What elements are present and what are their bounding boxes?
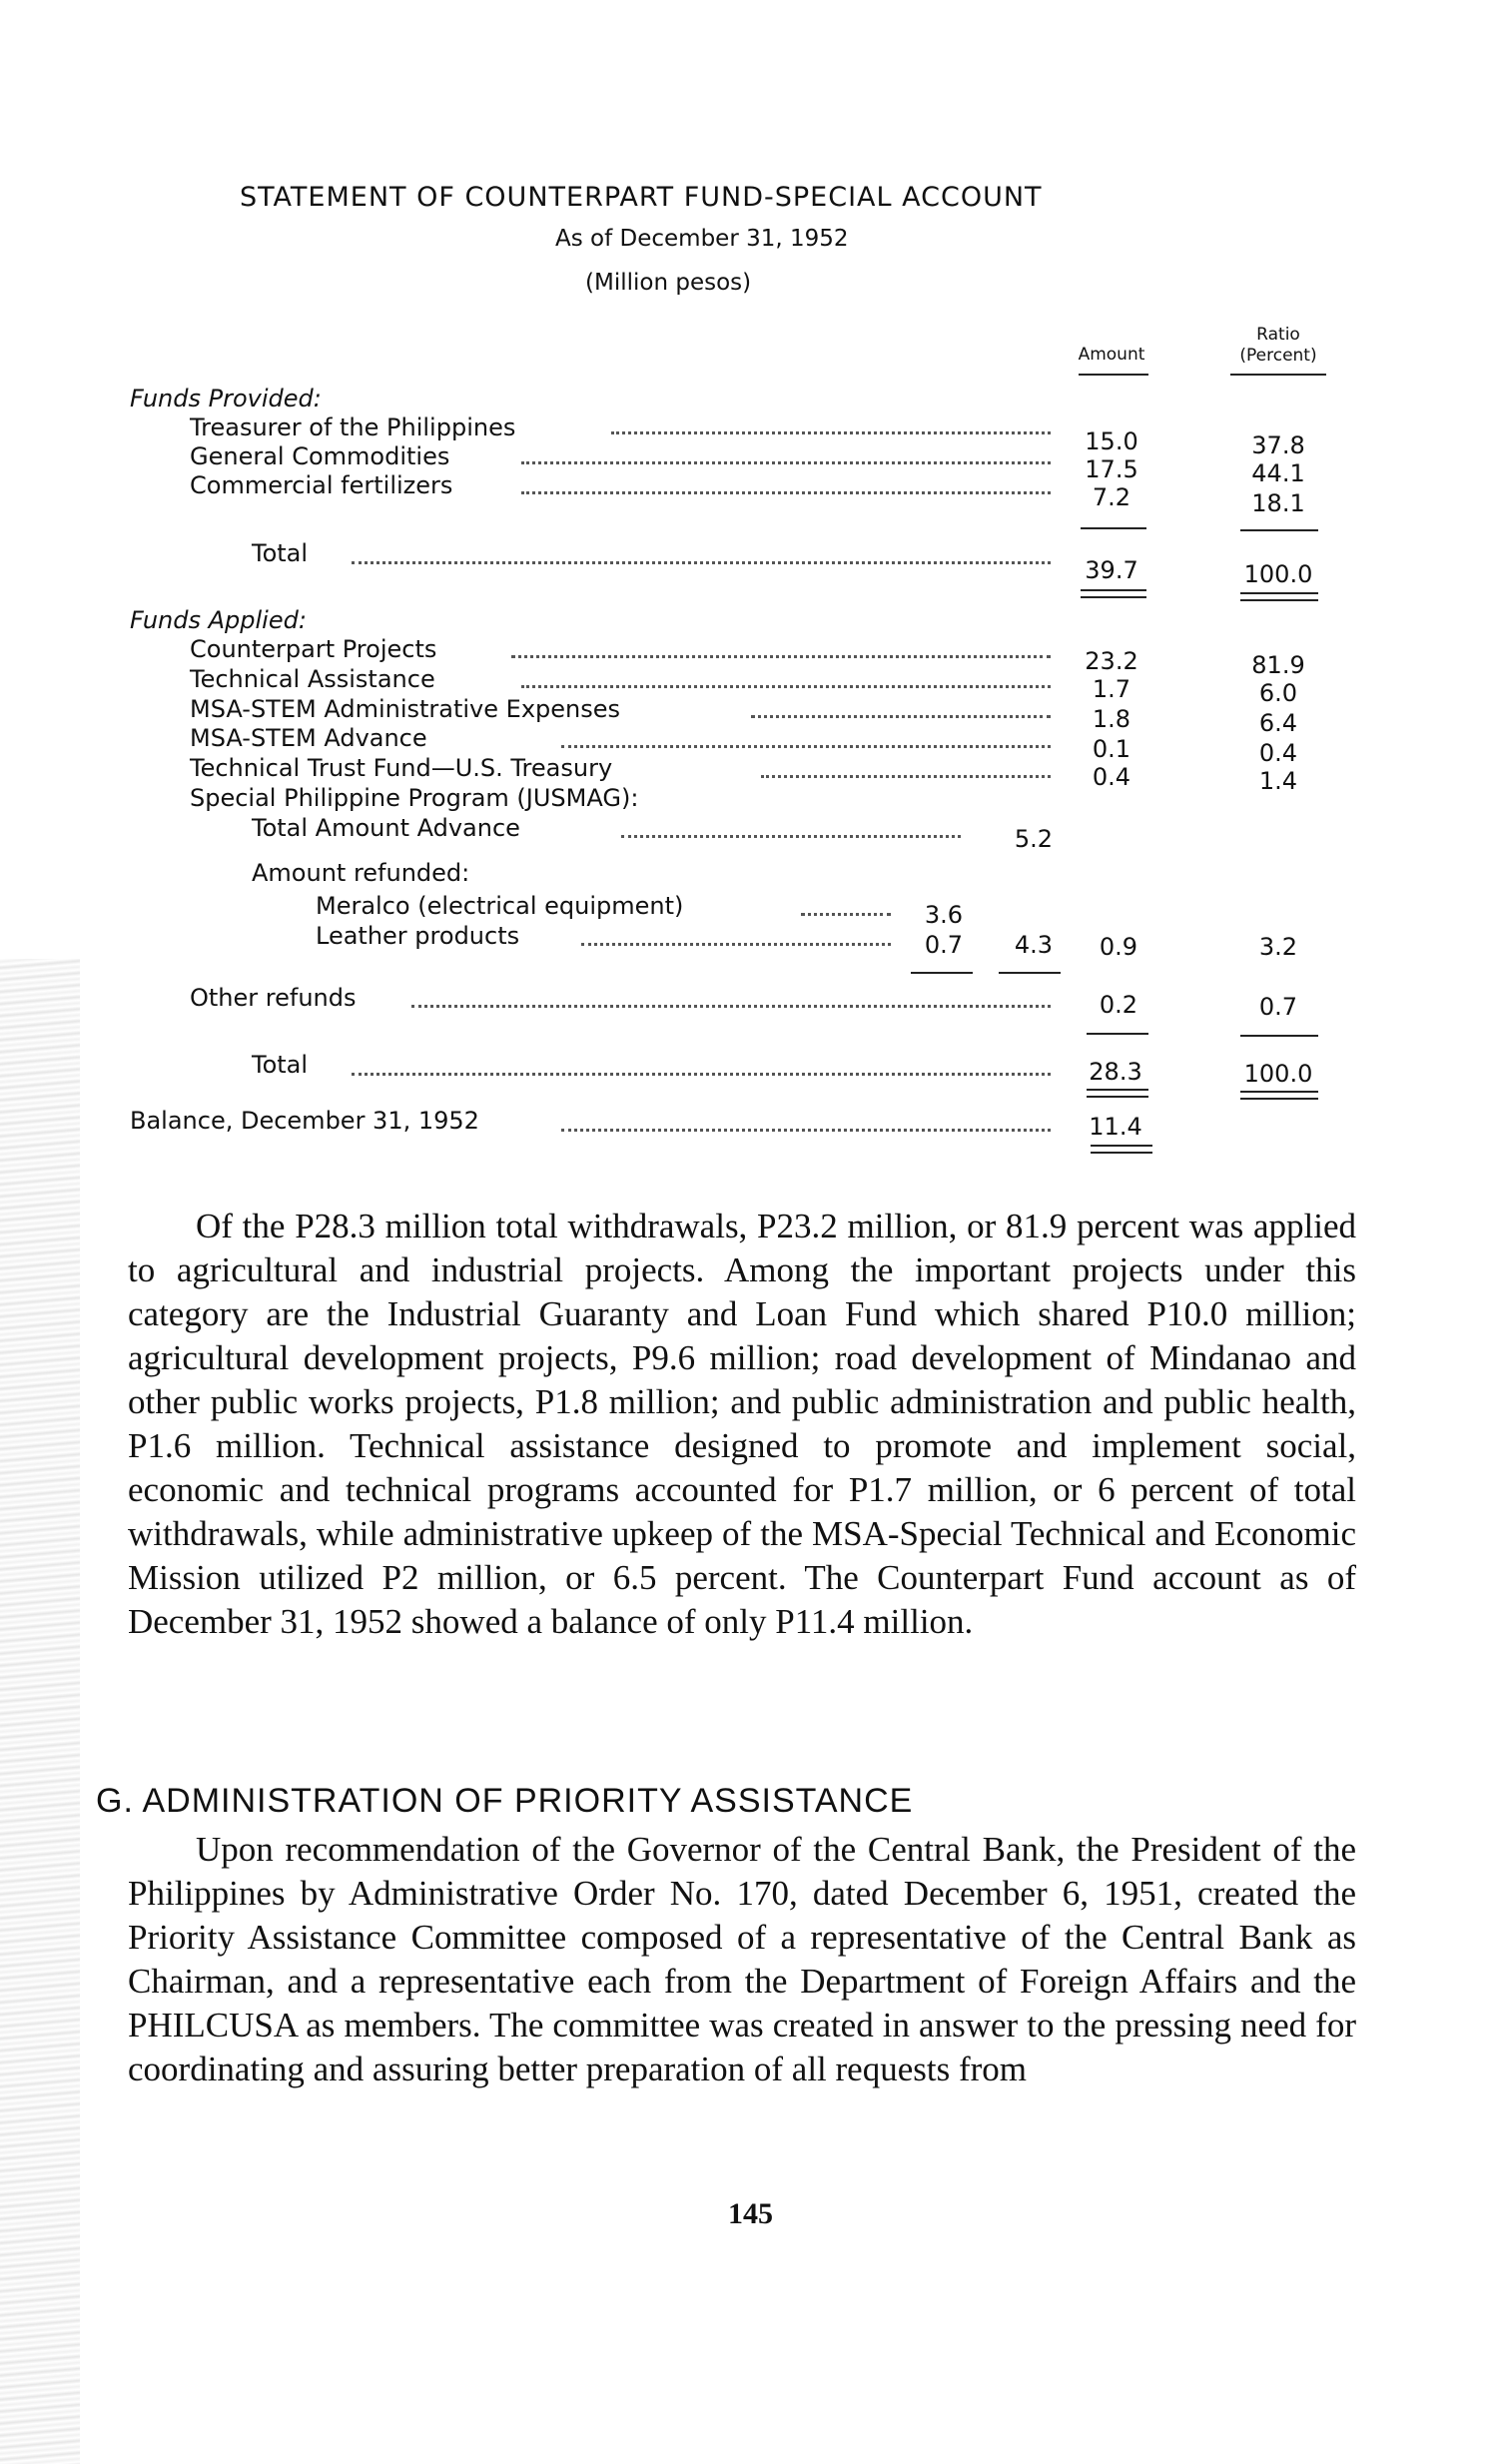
applied-row-ratio: 0.4 — [1258, 739, 1298, 767]
provided-row-amount: 7.2 — [1092, 483, 1131, 511]
applied-total-ratio: 100.0 — [1243, 1060, 1313, 1088]
paragraph-text: Of the P28.3 million total withdrawals, P23.2 million, or 81.9 percent was applied to agricultural and industrial projects. Among the important projects under this category are the Industrial Guaranty and Loan Fund which shared P10.0 million; agricultural development projects, P9.6 million; road development of Mindanao and other public works projects, P1.8 million; and public administration and public health, P1.6 million. Technical assistance designed to promote and implement social, economic and technical programs accounted for P1.7 million, or 6 percent of total withdrawals, while administrative upkeep of the MSA-Special Technical and Economic Mission utilized P2 million, or 6.5 percent. The Counterpart Fund account as of December 31, 1952 showed a balance of only P11.4 million. — [128, 1207, 1356, 1641]
provided-row-ratio: 18.1 — [1251, 489, 1305, 517]
applied-row-amount: 0.4 — [1092, 763, 1131, 791]
priority-assistance-paragraph — [128, 1828, 1356, 2091]
provided-row-ratio: 44.1 — [1251, 459, 1305, 487]
applied-row-amount: 0.1 — [1092, 735, 1131, 763]
refunds-subtotal: 4.3 — [1014, 931, 1054, 959]
applied-row-ratio: 1.4 — [1258, 767, 1298, 795]
applied-row-label: MSA-STEM Administrative Expenses — [190, 695, 621, 723]
jusmag-label: Special Philippine Program (JUSMAG): — [190, 784, 639, 812]
counterpart-fund-statement — [0, 0, 1501, 1199]
section-heading: G. ADMINISTRATION OF PRIORITY ASSISTANCE — [96, 1782, 914, 1820]
other-refunds-label: Other refunds — [190, 984, 357, 1012]
applied-row-amount: 1.7 — [1092, 675, 1131, 703]
provided-row-ratio: 37.8 — [1251, 431, 1305, 459]
column-header-ratio-unit: (Percent) — [1239, 346, 1317, 366]
provided-row-amount: 17.5 — [1085, 455, 1138, 483]
applied-row-label: Counterpart Projects — [190, 635, 437, 663]
funds-applied-heading: Funds Applied: — [130, 606, 307, 634]
provided-row-label: Treasurer of the Philippines — [190, 413, 516, 441]
provided-total-label: Total — [252, 539, 309, 567]
page-number: 145 — [728, 2197, 773, 2230]
column-header-amount: Amount — [1078, 345, 1145, 365]
other-refunds-amount: 0.2 — [1099, 991, 1138, 1019]
jusmag-amount: 0.9 — [1099, 933, 1138, 961]
paragraph-text: Upon recommendation of the Governor of the Central Bank, the President of the Philippines by Administrative Order No. 170, dated December 6, 1951, created the Priority Assistance Committee composed of a representative of the Central Bank as Chairman, and a representative each from the Department of Foreign Affairs and the PHILCUSA as members. The committee was created in answer to the pressing need for coordinating and assuring better preparation of all requests from — [128, 1830, 1356, 2088]
balance-label: Balance, December 31, 1952 — [130, 1107, 479, 1135]
applied-row-ratio: 6.0 — [1258, 679, 1298, 707]
statement-unit: (Million pesos) — [585, 270, 752, 296]
total-advance-value: 5.2 — [1014, 825, 1054, 853]
column-header-ratio: Ratio — [1256, 325, 1300, 345]
statement-title: STATEMENT OF COUNTERPART FUND-SPECIAL ACCOUNT — [240, 182, 1043, 213]
provided-total-ratio: 100.0 — [1243, 560, 1313, 588]
applied-row-ratio: 81.9 — [1251, 651, 1305, 679]
refund-row-label: Meralco (electrical equipment) — [316, 892, 684, 920]
balance-amount: 11.4 — [1089, 1113, 1142, 1141]
total-advance-label: Total Amount Advance — [252, 814, 520, 842]
applied-row-label: Technical Trust Fund—U.S. Treasury — [190, 754, 613, 782]
provided-total-amount: 39.7 — [1085, 556, 1138, 584]
applied-row-label: Technical Assistance — [190, 665, 435, 693]
refund-row-value: 0.7 — [924, 931, 964, 959]
withdrawals-paragraph — [128, 1205, 1356, 1644]
provided-row-label: Commercial fertilizers — [190, 471, 453, 499]
applied-row-label: MSA-STEM Advance — [190, 724, 427, 752]
applied-total-label: Total — [252, 1051, 309, 1079]
refunded-heading: Amount refunded: — [252, 859, 470, 887]
other-refunds-ratio: 0.7 — [1258, 993, 1298, 1021]
refund-row-value: 3.6 — [924, 901, 964, 929]
applied-row-amount: 1.8 — [1092, 705, 1131, 733]
provided-row-label: General Commodities — [190, 442, 450, 470]
applied-total-amount: 28.3 — [1089, 1058, 1142, 1086]
statement-date: As of December 31, 1952 — [555, 226, 849, 252]
applied-row-ratio: 6.4 — [1258, 709, 1298, 737]
provided-row-amount: 15.0 — [1085, 427, 1138, 455]
refund-row-label: Leather products — [316, 922, 520, 950]
funds-provided-heading: Funds Provided: — [130, 385, 322, 412]
applied-row-amount: 23.2 — [1085, 647, 1138, 675]
jusmag-ratio: 3.2 — [1258, 933, 1298, 961]
